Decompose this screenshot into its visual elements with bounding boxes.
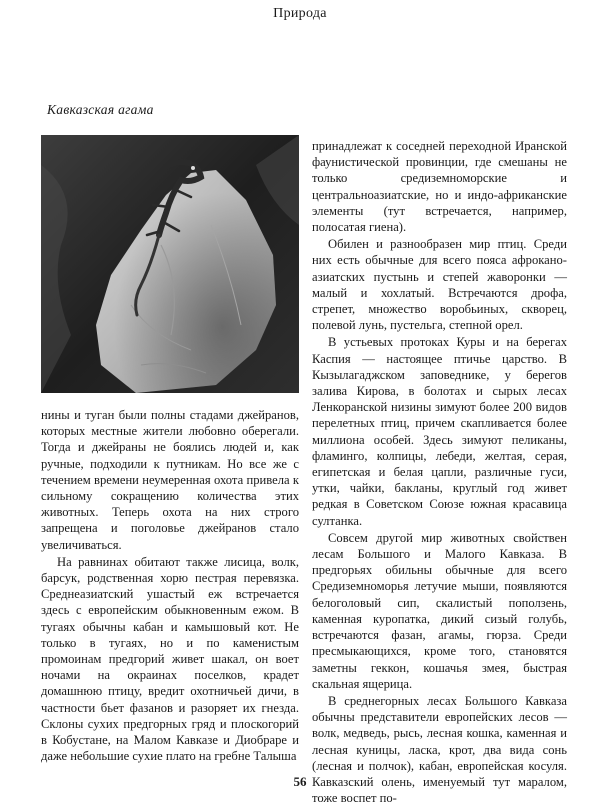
- paragraph: В среднегорных лесах Большого Кавказа обычны представители европейских лесов — волк, медведь, рысь, лесная кошка, каменная и лесная куницы, ласка, крот, два вида сонь (лесная и полчок), кабан, европейская косуля. Кавказский олень, именуемый тут маралом, тоже воспет по-: [312, 693, 567, 806]
- right-text-column: [312, 138, 567, 806]
- lizard-on-rock-photo-icon: [41, 135, 299, 393]
- paragraph: На равнинах обитают также лисица, волк, барсук, родственная хорю пестрая перевязка. Среднеазиатский ушастый еж встречается здесь с европейским обыкновенным ежом. В тугаях обычны кабан и камышовый кот. Не только в тугаях, но и по каменистым промоинам предгорий живет шакал, он воет ночами на окраинах поселков, крадет домашнюю птицу, вредит охотничьей дичи, в частности бьет фазанов и разоряет их гнезда. Склоны сухих предгорных гряд и плоскогорий в Кобустане, на Малом Кавказе и Диобраре и даже небольшие сухие плато на гребне Талыша: [41, 554, 299, 764]
- paragraph: Совсем другой мир животных свойствен лесам Большого и Малого Кавказа. В предгорьях обильны обычные для всего Средиземноморья летучие мыши, появляются белоголовый сип, скалистый поползень, каменная куропатка, дикий сизый голубь, встречаются фазан, агамы, гюрза. Среди пресмыкающихся, кроме того, становятся заметны геккон, кошачья змея, быстрая скальная ящерица.: [312, 530, 567, 691]
- left-text-column: [41, 407, 299, 764]
- page-number: 56: [293, 774, 307, 789]
- paragraph: принадлежат к соседней переходной Иранской фаунистической провинции, где смешаны не только средиземноморские и центральноазиатские, но и индо-африканские элементы (тут встречается, например, полосатая гиена).: [312, 139, 567, 235]
- lizard-photo: [41, 135, 299, 393]
- section-title: Природа: [273, 6, 327, 21]
- paragraph: В устьевых протоках Куры и на берегах Каспия — настоящее птичье царство. В Кызылагаджском заповеднике, у берегов залива Кирова, в болотах и сырых лесах Ленкоранской низины зимуют более 200 видов перелетных птиц, причем скапливается более миллиона особей. Здесь зимуют пеликаны, фламинго, колпицы, лебеди, желтая, серая, египетская и белая цапли, различные гуси, утки, чайки, бакланы, круглый год живет редкая в Советском Союзе южная красавица султанка.: [312, 335, 567, 528]
- paragraph: нины и туган были полны стадами джейранов, которых местные жители любовно оберегали. Тогда и джейраны не боялись людей и, как ручные, подходили к путникам. Но все же с течением времени неумеренная охота привела к сильному сокращению количества этих животных. Теперь охота на них строго запрещена и поголовье джейранов стало увеличиваться.: [41, 408, 299, 552]
- figure-caption: Кавказская агама: [47, 102, 154, 117]
- paragraph: Обилен и разнообразен мир птиц. Среди них есть обычные для всего пояса афрокано-азиатских пустынь и степей жаворонки — малый и хохлатый. Встречаются дрофа, стрепет, множество воробьиных, скворец, полевой лунь, пустельга, степной орел.: [312, 237, 567, 333]
